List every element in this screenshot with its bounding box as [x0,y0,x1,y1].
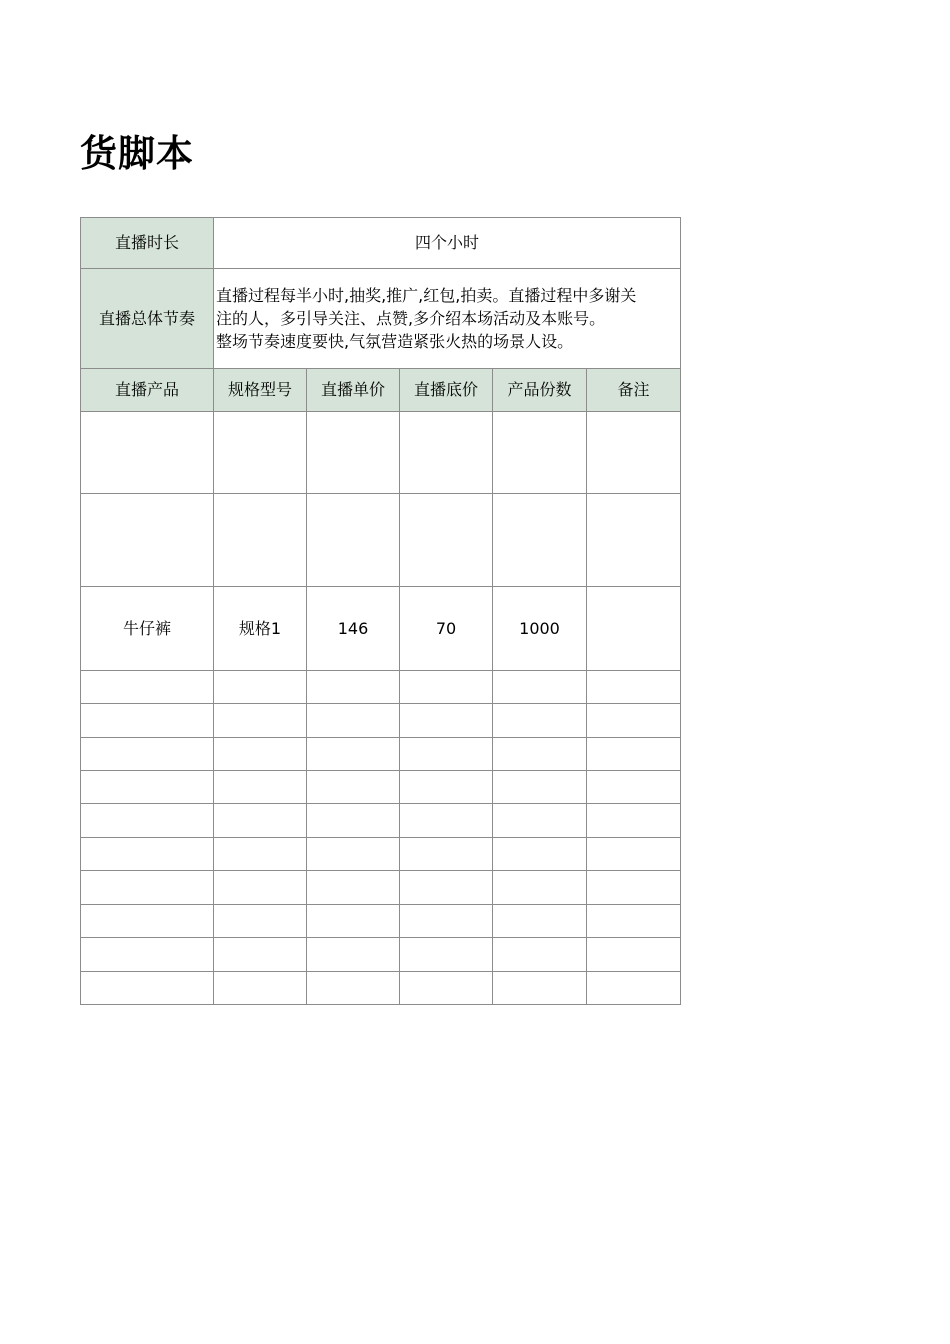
table-row [81,938,681,972]
table-row [81,671,681,704]
cell-quantity [493,871,587,905]
cell-spec: 规格1 [214,587,307,671]
cell-spec [214,804,307,838]
cell-remark [587,871,681,905]
column-header-product: 直播产品 [81,369,214,412]
cell-quantity [493,771,587,804]
cell-unit-price [307,704,400,738]
cell-unit-price [307,905,400,938]
cell-product [81,871,214,905]
cell-product [81,671,214,704]
cell-remark [587,972,681,1005]
cell-unit-price [307,771,400,804]
cell-unit-price [307,938,400,972]
cell-unit-price [307,412,400,494]
column-header-unit-price: 直播单价 [307,369,400,412]
cell-remark [587,412,681,494]
cell-unit-price [307,838,400,871]
cell-floor-price [400,671,493,704]
cell-quantity: 1000 [493,587,587,671]
page-title: 货脚本 [80,132,194,175]
rhythm-row [81,269,681,369]
cell-product [81,804,214,838]
cell-spec [214,972,307,1005]
cell-quantity [493,905,587,938]
cell-product [81,704,214,738]
cell-product: 牛仔裤 [81,587,214,671]
rhythm-line: 整场节奏速度要快,气氛营造紧张火热的场景人设。 [216,332,574,351]
cell-floor-price [400,871,493,905]
table-row [81,972,681,1005]
column-header-remark: 备注 [587,369,681,412]
cell-spec [214,771,307,804]
cell-spec [214,871,307,905]
rhythm-text [214,269,681,369]
duration-label: 直播时长 [81,218,214,269]
table-row [81,412,681,494]
column-header-row [81,369,681,412]
cell-quantity [493,804,587,838]
cell-remark [587,587,681,671]
cell-unit-price: 146 [307,587,400,671]
cell-unit-price [307,738,400,771]
cell-quantity [493,738,587,771]
cell-unit-price [307,871,400,905]
cell-remark [587,671,681,704]
table-row [81,838,681,871]
rhythm-line: 直播过程每半小时,抽奖,推广,红包,拍卖。直播过程中多谢关 [216,286,637,305]
cell-remark [587,804,681,838]
cell-quantity [493,412,587,494]
cell-product [81,972,214,1005]
cell-product [81,938,214,972]
cell-quantity [493,704,587,738]
cell-unit-price [307,972,400,1005]
duration-row [81,218,681,269]
table-row [81,771,681,804]
table-row [81,871,681,905]
column-header-floor-price: 直播底价 [400,369,493,412]
cell-spec [214,738,307,771]
cell-quantity [493,671,587,704]
cell-spec [214,938,307,972]
cell-floor-price [400,905,493,938]
column-header-quantity: 产品份数 [493,369,587,412]
cell-remark [587,494,681,587]
cell-product [81,838,214,871]
cell-unit-price [307,804,400,838]
cell-quantity [493,938,587,972]
live-script-table [80,217,681,1005]
column-header-spec: 规格型号 [214,369,307,412]
cell-remark [587,838,681,871]
cell-floor-price [400,704,493,738]
cell-unit-price [307,671,400,704]
cell-floor-price [400,838,493,871]
cell-spec [214,494,307,587]
cell-product [81,738,214,771]
cell-floor-price [400,771,493,804]
cell-remark [587,938,681,972]
table-row [81,704,681,738]
cell-quantity [493,838,587,871]
cell-floor-price [400,738,493,771]
cell-floor-price [400,804,493,838]
cell-remark [587,905,681,938]
cell-floor-price [400,972,493,1005]
table-row [81,587,681,671]
cell-floor-price [400,412,493,494]
cell-spec [214,905,307,938]
cell-product [81,494,214,587]
duration-value: 四个小时 [214,218,681,269]
cell-product [81,905,214,938]
table-row [81,804,681,838]
cell-remark [587,771,681,804]
cell-product [81,771,214,804]
table-row [81,738,681,771]
cell-remark [587,704,681,738]
cell-spec [214,838,307,871]
table-row [81,905,681,938]
cell-spec [214,704,307,738]
table-row [81,494,681,587]
cell-quantity [493,494,587,587]
cell-remark [587,738,681,771]
cell-floor-price [400,938,493,972]
rhythm-label: 直播总体节奏 [81,269,214,369]
cell-floor-price: 70 [400,587,493,671]
cell-product [81,412,214,494]
cell-quantity [493,972,587,1005]
rhythm-line: 注的人，多引导关注、点赞,多介绍本场活动及本账号。 [216,309,606,328]
cell-unit-price [307,494,400,587]
cell-spec [214,412,307,494]
cell-spec [214,671,307,704]
cell-floor-price [400,494,493,587]
